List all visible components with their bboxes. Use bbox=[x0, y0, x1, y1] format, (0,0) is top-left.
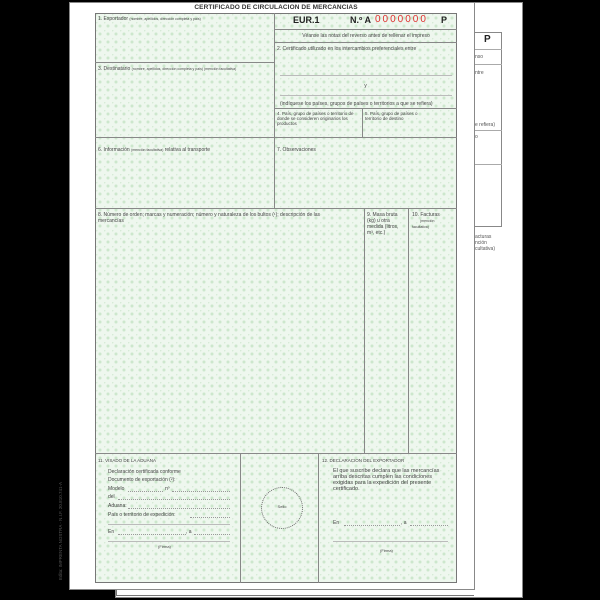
number-field[interactable] bbox=[172, 491, 230, 492]
date-field[interactable] bbox=[194, 534, 230, 535]
place-label: En bbox=[333, 520, 340, 526]
number-label: N.º A bbox=[350, 15, 371, 25]
place-field[interactable] bbox=[344, 525, 400, 526]
connector-y: y bbox=[364, 83, 367, 89]
divider bbox=[95, 208, 457, 209]
form-code: EUR.1 bbox=[293, 15, 320, 25]
divider bbox=[95, 137, 457, 138]
box-10-invoices-label: 10. Facturas (mención facultativa) bbox=[412, 212, 440, 229]
box-1-exporter-label: 1. Exportador (nombre, apellidos, dirección completa y país) bbox=[98, 16, 201, 22]
divider bbox=[108, 524, 230, 525]
divider bbox=[274, 137, 275, 208]
customs-line: del bbox=[108, 494, 115, 500]
divider bbox=[362, 108, 363, 137]
box-7-remarks-label: 7. Observaciones bbox=[277, 147, 316, 153]
back-divider bbox=[474, 164, 502, 165]
box-8-goods-label: 8. Número de orden; marcas y numeración; número y naturaleza de los bultos (¹); descripción de las mercancías bbox=[98, 212, 321, 224]
back-series-letter: P bbox=[484, 34, 491, 45]
divider bbox=[274, 13, 275, 137]
back-fragment: ntre bbox=[475, 70, 484, 76]
divider bbox=[318, 453, 319, 583]
divider bbox=[95, 453, 457, 454]
model-field[interactable] bbox=[128, 491, 163, 492]
back-fragment: e refiera) bbox=[475, 122, 496, 128]
divider bbox=[408, 208, 409, 453]
signature-line[interactable] bbox=[108, 541, 230, 542]
divider bbox=[240, 453, 241, 583]
countries-line[interactable] bbox=[280, 75, 452, 76]
customs-line: Aduana: bbox=[108, 503, 127, 509]
stamp-circle bbox=[261, 487, 303, 529]
date-label: , a bbox=[186, 529, 192, 535]
date-field[interactable] bbox=[118, 499, 230, 500]
signature-label: (Firma) bbox=[380, 548, 393, 553]
notice-text: Véanse las notas del reverso antes de rellenar el impreso bbox=[302, 33, 430, 39]
customs-line: Declaración certificada conforme bbox=[108, 469, 181, 475]
back-fragment: nso bbox=[475, 54, 484, 60]
box-5-destination-label: 5. País, grupo de países o territorio de destino bbox=[365, 111, 418, 121]
box-2-note: (indíquese los países, grupos de países o territorios a que se refiera) bbox=[280, 101, 433, 107]
place-field[interactable] bbox=[118, 534, 186, 535]
declaration-text: El que suscribe declara que las mercancías arriba descritas cumplen las condiciones exigidas para la expedición del presente certificado. bbox=[333, 468, 440, 492]
signature-label: (Firma) bbox=[158, 544, 171, 549]
document-title: CERTIFICADO DE CIRCULACION DE MERCANCIAS bbox=[194, 4, 358, 11]
back-divider bbox=[474, 64, 502, 65]
box-3-consignee-label: 3. Destinatario (nombre, apellidos, dirección completa y país) (mención facultativa) bbox=[98, 66, 237, 72]
back-fragment: nción bbox=[475, 240, 487, 246]
place-label: En bbox=[108, 529, 115, 535]
customs-office-field[interactable] bbox=[128, 508, 230, 509]
back-divider bbox=[474, 49, 502, 50]
divider bbox=[95, 62, 274, 63]
box-4-origin-label: 4. País, grupo de países o territorio de donde se consideren originarios los productos bbox=[277, 111, 354, 126]
date-label: , a bbox=[401, 520, 407, 526]
printer-imprint: Edita: IMPRENTA NOSTRA - N.I.F. 20.810.741-A bbox=[58, 482, 63, 580]
back-fragment: o bbox=[475, 134, 478, 140]
divider bbox=[364, 208, 365, 453]
series-letter: P bbox=[441, 15, 448, 25]
back-fragment: cultativa) bbox=[475, 246, 496, 252]
customs-line: País o territorio de expedición: bbox=[108, 512, 176, 518]
divider bbox=[274, 42, 457, 43]
serial-number: 0000000 bbox=[375, 14, 428, 25]
back-fragment: acturas bbox=[475, 234, 492, 240]
box-9-mass-label: 9. Masa bruta (kg) u otra medida (litros, m³, etc.) bbox=[367, 212, 399, 236]
box-2-label: 2. Certificado utilizado en los intercambios preferenciales entre bbox=[277, 46, 417, 52]
box-12-declaration-label: 12. DECLARACION DEL EXPORTADOR bbox=[322, 458, 405, 463]
country-field[interactable] bbox=[190, 517, 230, 518]
number-label: nº bbox=[165, 486, 170, 492]
signature-line[interactable] bbox=[333, 541, 448, 542]
back-divider bbox=[474, 130, 502, 131]
divider bbox=[274, 108, 457, 109]
date-field[interactable] bbox=[410, 525, 448, 526]
countries-line[interactable] bbox=[280, 95, 452, 96]
box-11-customs-label: 11. VISADO DE LA ADUANA bbox=[98, 458, 156, 463]
box-6-transport-label: 6. Información (mención facultativa) relativa al transporte bbox=[98, 147, 211, 153]
divider bbox=[274, 29, 457, 30]
customs-line: Documento de exportación (²): bbox=[108, 477, 176, 483]
customs-line: Modelo bbox=[108, 486, 125, 492]
stamp-label: Sello bbox=[277, 504, 287, 509]
